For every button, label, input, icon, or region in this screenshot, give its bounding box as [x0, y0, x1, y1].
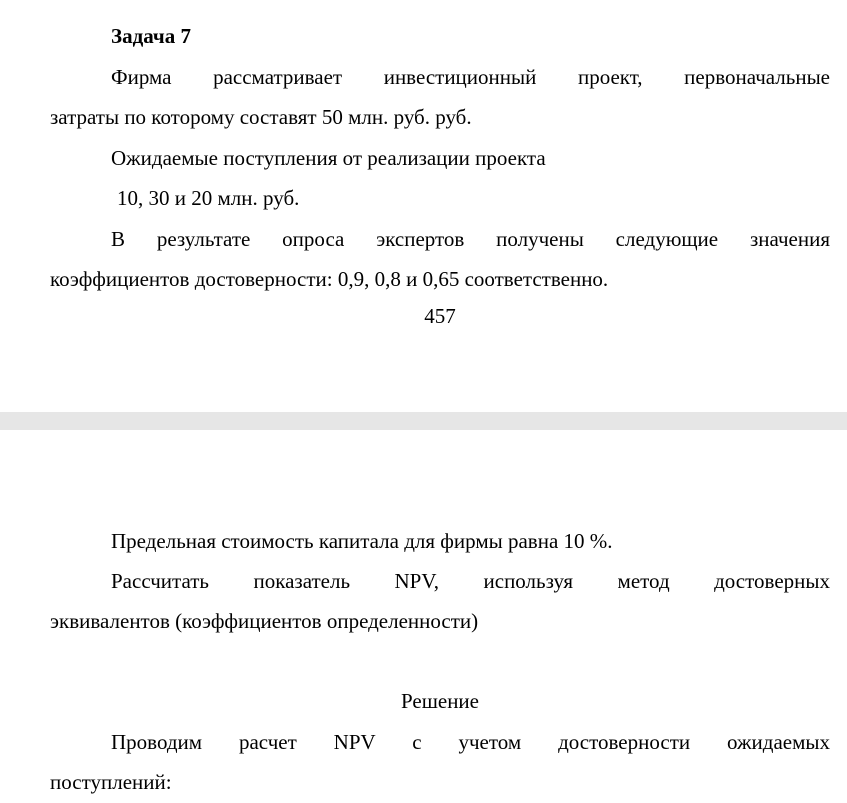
paragraph-5-line-1: Рассчитать показатель NPV, используя метод достоверных [111, 569, 830, 593]
page-number: 457 [424, 304, 456, 328]
paragraph-1-line-2: затраты по которому составят 50 млн. руб. руб. [50, 105, 472, 129]
paragraph-3-line-2: коэффициентов достоверности: 0,9, 0,8 и 0,65 соответственно. [50, 267, 609, 291]
paragraph-2-line-1: Ожидаемые поступления от реализации проекта [111, 146, 546, 170]
task-title: Задача 7 [111, 24, 191, 48]
page-separator [0, 412, 847, 430]
paragraph-1-line-1: Фирма рассматривает инвестиционный проект, первоначальные [111, 65, 830, 89]
paragraph-2-line-2: 10, 30 и 20 млн. руб. [117, 186, 300, 210]
paragraph-6-line-1: Проводим расчет NPV с учетом достоверности ожидаемых [111, 730, 830, 754]
paragraph-4: Предельная стоимость капитала для фирмы равна 10 %. [111, 529, 613, 553]
paragraph-3-line-1: В результате опроса экспертов получены следующие значения [111, 227, 830, 251]
solution-heading: Решение [400, 689, 479, 713]
document-page-next [0, 430, 847, 803]
paragraph-6-line-2: поступлений: [50, 770, 172, 794]
paragraph-5-line-2: эквивалентов (коэффициентов определенности) [50, 609, 479, 633]
